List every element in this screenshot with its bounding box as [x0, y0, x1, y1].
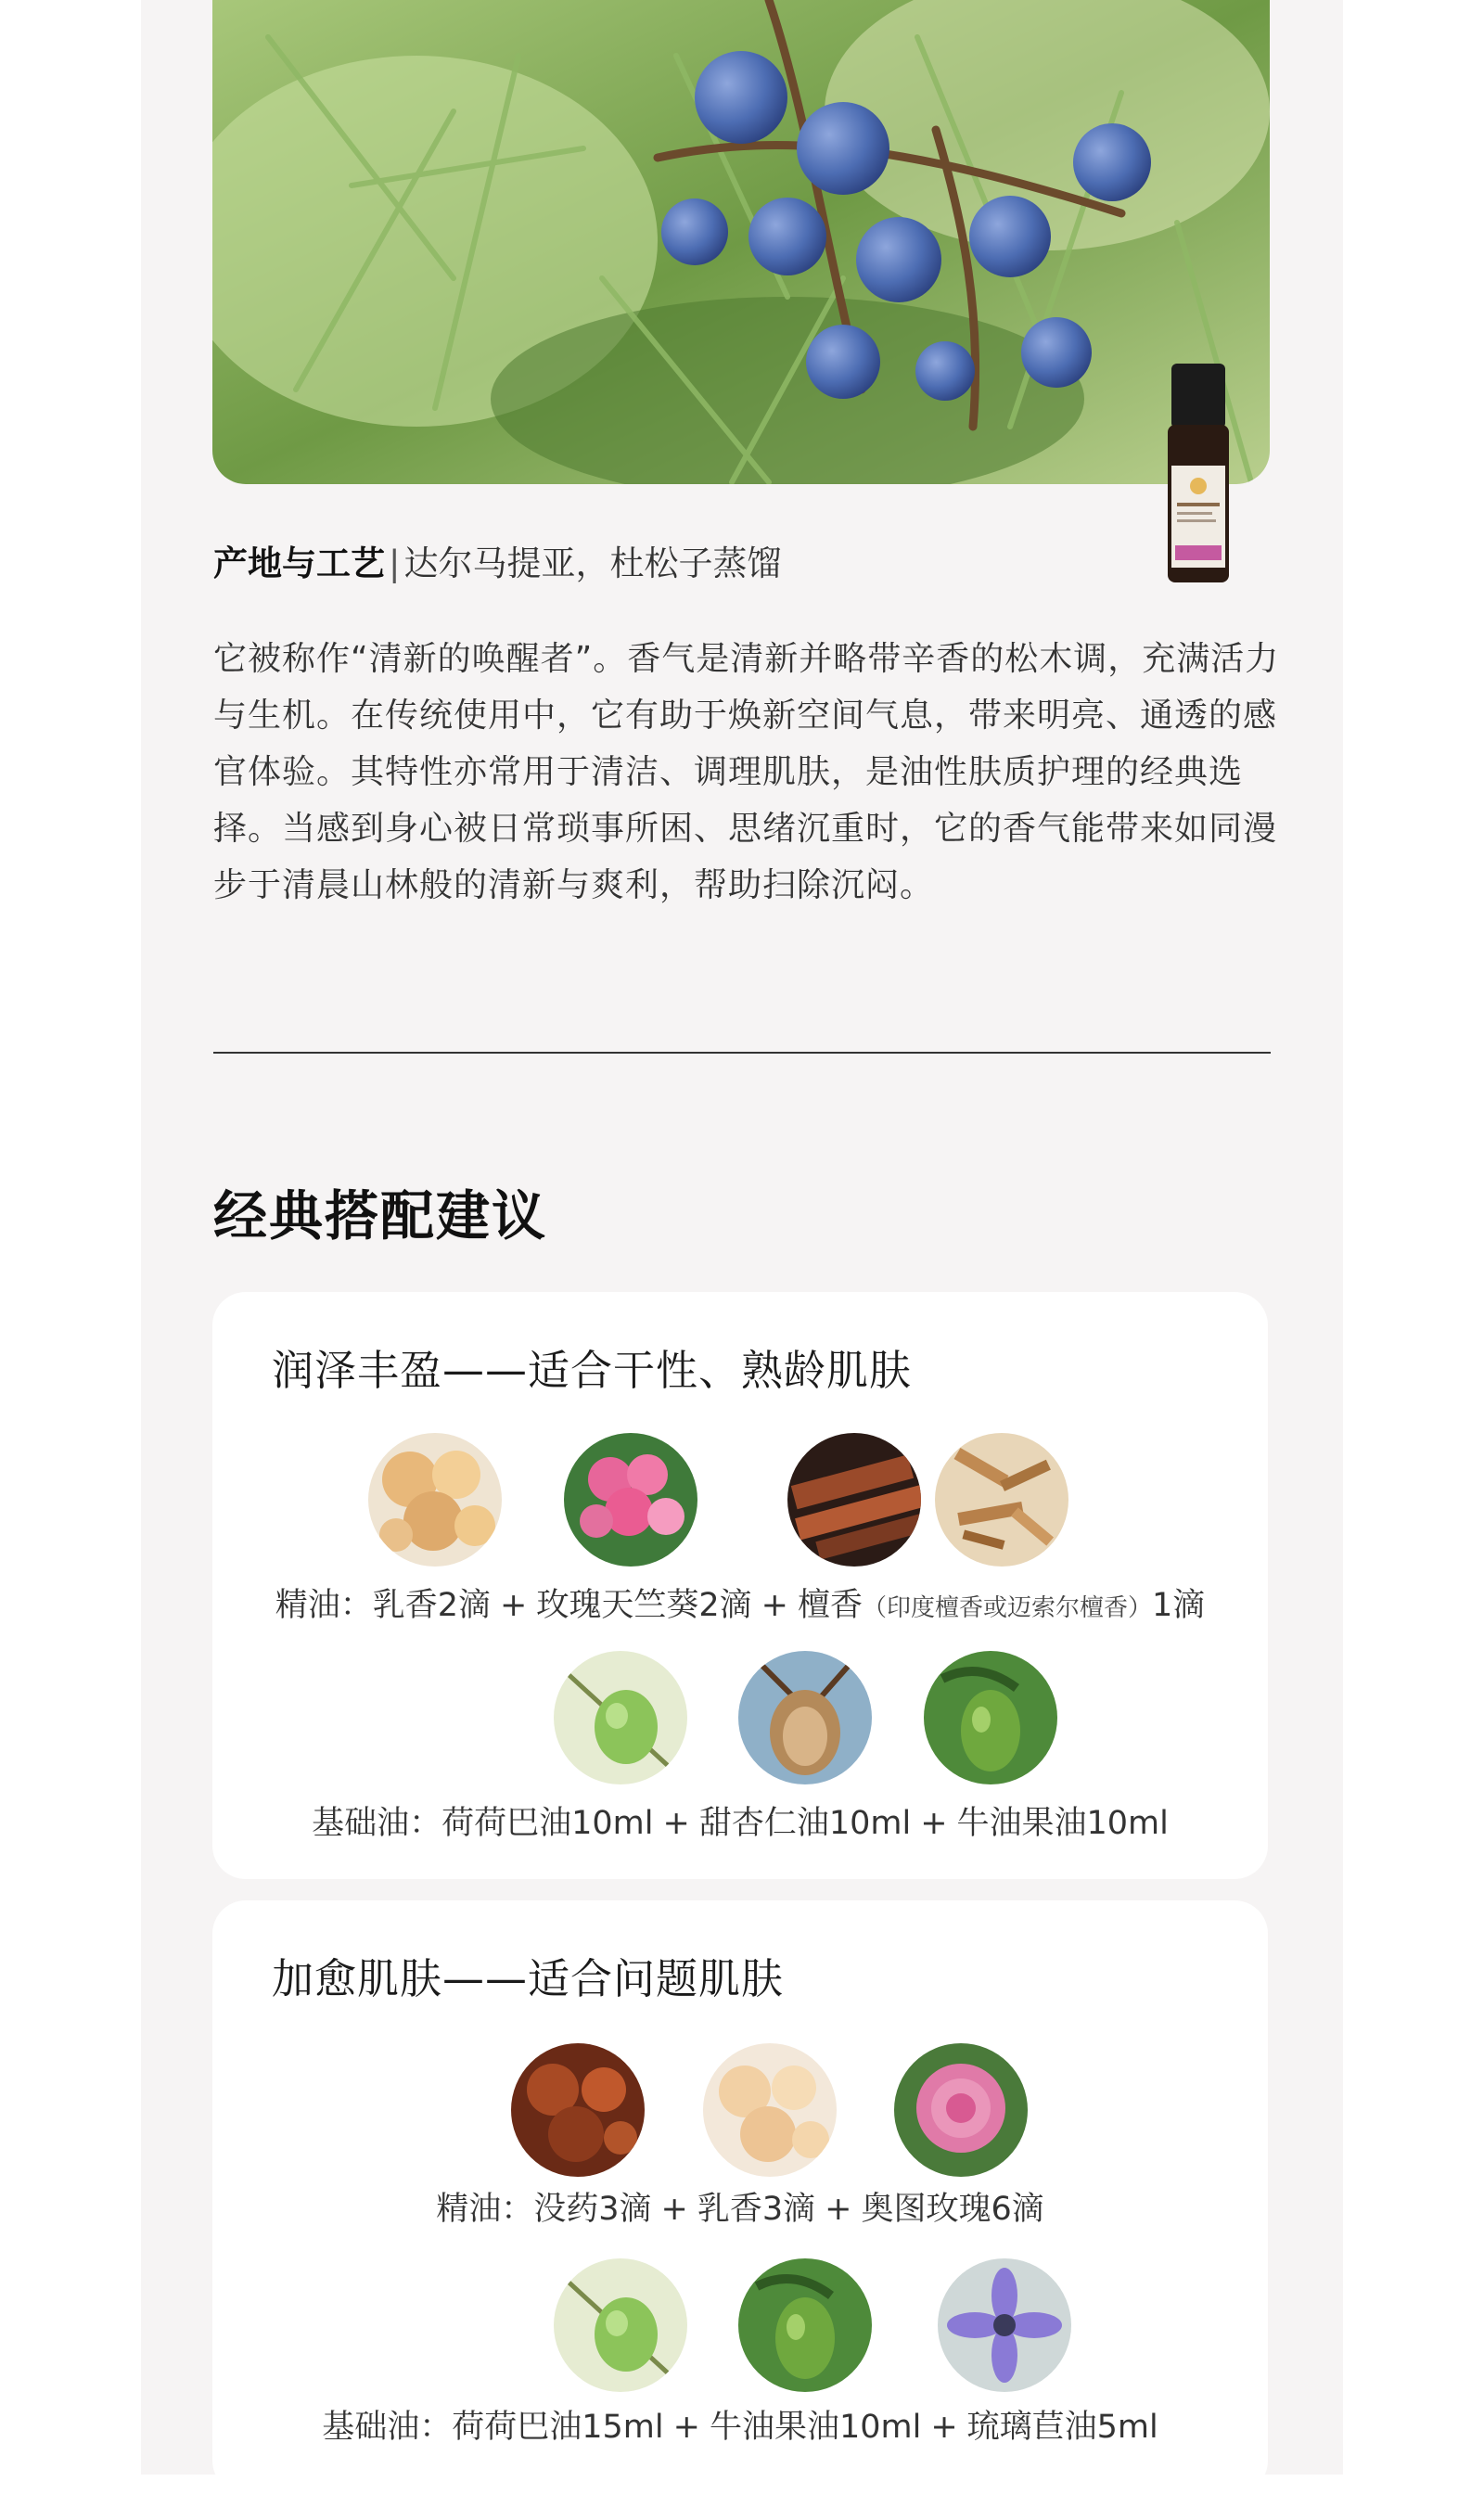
origin-line [213, 544, 781, 584]
sweet-almond-icon [738, 1651, 872, 1784]
essential-item: 没药3滴 [533, 2191, 652, 2228]
rose-geranium-flower-icon [564, 1433, 697, 1567]
base-item: 牛油果油10ml [956, 1805, 1169, 1842]
essential-item-qty: 1滴 [1151, 1587, 1206, 1624]
plus-sign: + [500, 1587, 528, 1624]
base-prefix: 基础油： [322, 2409, 453, 2446]
sandalwood-chips-icon [935, 1433, 1068, 1567]
plus-sign: + [930, 2409, 958, 2446]
essential-prefix: 精油： [436, 2191, 534, 2228]
base-item: 甜杏仁油10ml [698, 1805, 912, 1842]
origin-value: 达尔马提亚，杜松子蒸馏 [403, 544, 782, 583]
essential-item-note: （印度檀香或迈索尔檀香） [862, 1594, 1152, 1622]
base-prefix: 基础油： [312, 1805, 442, 1842]
plus-sign: + [662, 1805, 690, 1842]
essential-item: 乳香2滴 [372, 1587, 492, 1624]
essential-item: 奥图玫瑰6滴 [861, 2191, 1044, 2228]
essential-item: 玫瑰天竺葵2滴 [536, 1587, 752, 1624]
card-title: 加愈肌肤——适合问题肌肤 [272, 1954, 785, 2003]
jojoba-fruit-icon [554, 2258, 687, 2392]
plus-sign: + [920, 1805, 948, 1842]
plus-sign: + [660, 2191, 688, 2228]
hero-image [212, 0, 1270, 484]
juniper-berry-photo-icon [212, 0, 1270, 484]
product-description: 它被称作“清新的唤醒者”。香气是清新并略带辛香的松木调，充满活力与生机。在传统使用中，它有助于焕新空间气息，带来明亮、通透的感官体验。其特性亦常用于清洁、调理肌肤，是油性肤质护理的经典选择。当感到身心被日常琐事所困、思绪沉重时，它的香气能带来如同漫步于清晨山林般的清新与爽利，帮助扫除沉闷。 [213, 640, 1280, 904]
essential-oils-row [212, 2183, 1268, 2230]
base-oils-row [212, 1797, 1268, 1844]
borage-flower-icon [938, 2258, 1071, 2392]
frankincense-resin-icon [703, 2043, 837, 2177]
plus-sign: + [825, 2191, 852, 2228]
divider [213, 1052, 1271, 1054]
base-oils-row [212, 2401, 1268, 2448]
base-item: 荷荷巴油15ml [452, 2409, 664, 2446]
avocado-icon [924, 1651, 1057, 1784]
essential-oils-row [212, 1580, 1268, 1626]
avocado-icon [738, 2258, 872, 2392]
essential-item: 檀香 [797, 1587, 863, 1624]
blend-card-problem-skin [212, 1900, 1268, 2494]
card-title: 润泽丰盈——适合干性、熟龄肌肤 [272, 1346, 913, 1395]
frankincense-resin-icon [368, 1433, 502, 1567]
blend-card-dry-skin [212, 1292, 1268, 1879]
base-item: 牛油果油10ml [709, 2409, 922, 2446]
plus-sign: + [672, 2409, 700, 2446]
origin-label: 产地与工艺 [213, 544, 385, 583]
product-detail-page [141, 0, 1343, 2475]
jojoba-fruit-icon [554, 1651, 687, 1784]
sandalwood-stick-icon [787, 1433, 921, 1567]
rose-flower-icon [894, 2043, 1028, 2177]
essential-oil-bottle-icon [1166, 364, 1231, 586]
essential-prefix: 精油： [275, 1587, 373, 1624]
myrrh-resin-icon [511, 2043, 645, 2177]
base-item: 琉璃苣油5ml [966, 2409, 1158, 2446]
origin-separator: | [389, 544, 401, 583]
base-item: 荷荷巴油10ml [441, 1805, 654, 1842]
essential-item: 乳香3滴 [697, 2191, 816, 2228]
section-title: 经典搭配建议 [213, 1184, 548, 1247]
plus-sign: + [761, 1587, 788, 1624]
